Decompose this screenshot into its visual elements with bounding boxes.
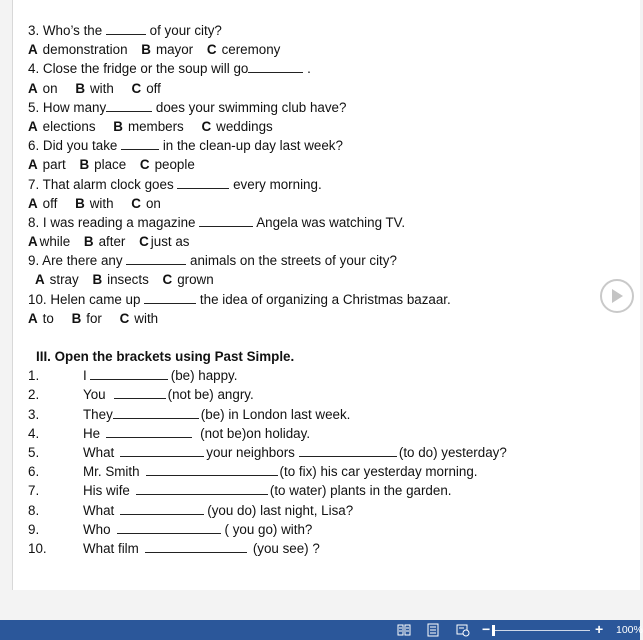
print-layout-icon[interactable] [426, 623, 440, 637]
exercise-rest: (be) in London last week. [200, 406, 351, 422]
option-letter: C [201, 118, 212, 134]
question-text-before: How many [42, 99, 107, 115]
option-letter: C [139, 157, 150, 173]
option-letter: A [35, 272, 45, 288]
options-5 [28, 117, 608, 136]
option-text: just as [150, 234, 190, 250]
option-text: members [127, 118, 184, 134]
question-text-after: Angela was watching TV. [256, 214, 406, 230]
option-text: part [42, 157, 66, 173]
answer-blank [199, 213, 253, 227]
question-text-before: Did you take [42, 138, 118, 154]
answer-blank [126, 251, 186, 265]
option-letter: B [71, 310, 82, 326]
option-letter: C [139, 234, 149, 250]
zoom-in-button[interactable]: + [595, 621, 604, 637]
option-letter: B [113, 118, 123, 134]
exercise-rest: ( you go) with? [224, 521, 313, 537]
option-text: for [86, 310, 102, 326]
exercise-subject: I [83, 368, 87, 384]
option-text: after [98, 234, 126, 250]
question-text-before: That alarm clock goes [42, 176, 174, 192]
exercise-rest: (not be) angry. [167, 387, 254, 403]
web-layout-icon[interactable] [456, 623, 470, 637]
option-letter: A [28, 118, 38, 134]
answer-blank [117, 520, 221, 534]
option-letter: A [28, 234, 38, 250]
question-text-after: of your city? [149, 23, 222, 38]
answer-blank [106, 21, 146, 35]
exercise-subject: What film [83, 540, 139, 556]
answer-blank [121, 136, 159, 150]
question-10 [28, 290, 608, 309]
question-text-before: Are there any [42, 253, 123, 269]
option-text: weddings [216, 118, 273, 134]
exercise-number: 2. [28, 387, 40, 403]
exercise-subject: They [83, 406, 113, 422]
option-text: ceremony [221, 42, 281, 58]
question-number: 10. [28, 291, 47, 307]
option-text: on [145, 195, 161, 211]
question-4 [28, 59, 608, 78]
zoom-slider-thumb[interactable] [492, 625, 495, 636]
exercise-rest: (you see) ? [252, 540, 320, 556]
exercise-row [28, 405, 608, 424]
option-letter: B [75, 80, 85, 96]
answer-blank [106, 98, 152, 112]
option-letter: B [83, 234, 94, 250]
option-letter: C [162, 272, 173, 288]
exercise-number: 3. [28, 406, 40, 422]
question-text-before: Close the fridge or the soup will go [42, 61, 249, 77]
zoom-out-button[interactable]: − [482, 621, 491, 637]
question-text-before: Helen came up [50, 291, 141, 307]
question-number: 9. [28, 253, 40, 269]
answer-blank [299, 443, 397, 457]
exercise-rest: (not be)on holiday. [200, 425, 311, 441]
question-number: 7. [28, 176, 40, 192]
option-text: mayor [155, 42, 194, 58]
exercise-number: 8. [28, 502, 40, 518]
exercise-rest: (be) happy. [170, 368, 238, 384]
answer-blank [120, 443, 204, 457]
exercise-subject: What [83, 444, 115, 460]
option-letter: A [28, 80, 38, 96]
next-page-button[interactable] [600, 279, 634, 313]
exercise-number: 5. [28, 444, 40, 460]
question-number: 8. [28, 214, 40, 230]
option-text: off [42, 195, 58, 211]
exercise-subject: Mr. Smith [83, 464, 140, 480]
exercise-row [28, 462, 608, 481]
question-8 [28, 213, 608, 232]
exercise-row [28, 366, 608, 385]
options-4 [28, 79, 608, 98]
question-7 [28, 175, 608, 194]
exercise-number: 1. [28, 368, 40, 384]
exercise-number: 7. [28, 483, 40, 499]
exercise-number: 4. [28, 425, 40, 441]
option-text: people [154, 157, 195, 173]
question-text-before: I was reading a magazine [42, 214, 196, 230]
options-8 [28, 232, 608, 251]
option-text: grown [177, 272, 214, 288]
question-number: 3. [28, 23, 40, 38]
option-letter: A [28, 310, 38, 326]
exercise-row [28, 481, 608, 500]
question-text-after: animals on the streets of your city? [190, 253, 397, 269]
answer-blank [90, 366, 168, 380]
exercise-number: 6. [28, 464, 40, 480]
answer-blank [145, 539, 247, 553]
answer-blank [106, 424, 192, 438]
question-text-before: Who’s the [42, 23, 103, 38]
option-text: off [146, 80, 161, 96]
option-letter: A [28, 42, 38, 58]
option-text: insects [107, 272, 149, 288]
exercise-subject: What [83, 502, 115, 518]
answer-blank [144, 290, 196, 304]
question-text-after: . [307, 61, 311, 77]
options-7 [28, 194, 608, 213]
exercise-row [28, 443, 608, 462]
exercise-subject: You [83, 387, 106, 403]
option-text: while [39, 234, 71, 250]
question-6 [28, 136, 608, 155]
read-mode-icon[interactable] [397, 623, 411, 637]
option-letter: C [131, 195, 141, 211]
question-number: 4. [28, 61, 40, 77]
question-5 [28, 98, 608, 117]
play-arrow-icon [610, 288, 624, 304]
answer-blank [136, 481, 268, 495]
exercise-rest: your neighbors [206, 444, 295, 460]
option-text: to [42, 310, 54, 326]
answer-blank [120, 501, 204, 515]
option-letter: C [131, 80, 142, 96]
exercise-rest: (to water) plants in the garden. [269, 483, 452, 499]
question-text-after: does your swimming club have? [155, 99, 347, 115]
zoom-slider-track[interactable] [494, 630, 590, 631]
exercise-number: 9. [28, 521, 40, 537]
option-text: stray [49, 272, 79, 288]
exercise-subject: Who [83, 521, 111, 537]
options-10 [28, 309, 608, 328]
option-text: place [94, 157, 127, 173]
exercise-row [28, 385, 608, 404]
document-content [28, 21, 608, 558]
option-letter: B [141, 42, 151, 58]
question-3 [28, 21, 608, 40]
answer-blank [248, 59, 303, 73]
section-title: III. Open the brackets using Past Simple. [36, 349, 295, 364]
zoom-level[interactable]: 100% [616, 624, 643, 636]
exercise-subject: He [83, 425, 101, 441]
option-letter: C [119, 310, 130, 326]
answer-blank [113, 405, 199, 419]
options-9 [28, 270, 608, 289]
exercise-row [28, 539, 608, 558]
option-letter: A [28, 195, 38, 211]
exercise-rest: (to fix) his car yesterday morning. [279, 464, 478, 480]
option-letter: B [79, 157, 90, 173]
question-text-after: in the clean-up day last week? [162, 138, 343, 154]
option-text: with [89, 80, 114, 96]
question-text-after: the idea of organizing a Christmas bazaar. [199, 291, 451, 307]
answer-blank [177, 175, 229, 189]
option-text: demonstration [42, 42, 128, 58]
exercise-row [28, 424, 608, 443]
page-edge-rule [12, 0, 13, 590]
question-number: 6. [28, 138, 40, 154]
answer-blank [146, 462, 278, 476]
exercise-subject: His wife [83, 483, 130, 499]
option-letter: C [206, 42, 217, 58]
answer-blank [114, 385, 166, 399]
status-bar [0, 620, 643, 640]
options-6 [28, 155, 608, 174]
exercise-number: 10. [28, 540, 47, 556]
exercise-rest: (you do) last night, Lisa? [207, 502, 354, 518]
exercise-row [28, 520, 608, 539]
option-letter: B [75, 195, 85, 211]
question-number: 5. [28, 99, 40, 115]
option-text: on [42, 80, 58, 96]
question-text-after: every morning. [233, 176, 322, 192]
options-3 [28, 40, 608, 59]
option-letter: A [28, 157, 38, 173]
option-letter: B [92, 272, 103, 288]
exercise-row [28, 501, 608, 520]
option-text: elections [42, 118, 96, 134]
option-text: with [134, 310, 159, 326]
option-text: with [89, 195, 114, 211]
question-9 [28, 251, 608, 270]
exercise-rest-2: (to do) yesterday? [398, 444, 507, 460]
